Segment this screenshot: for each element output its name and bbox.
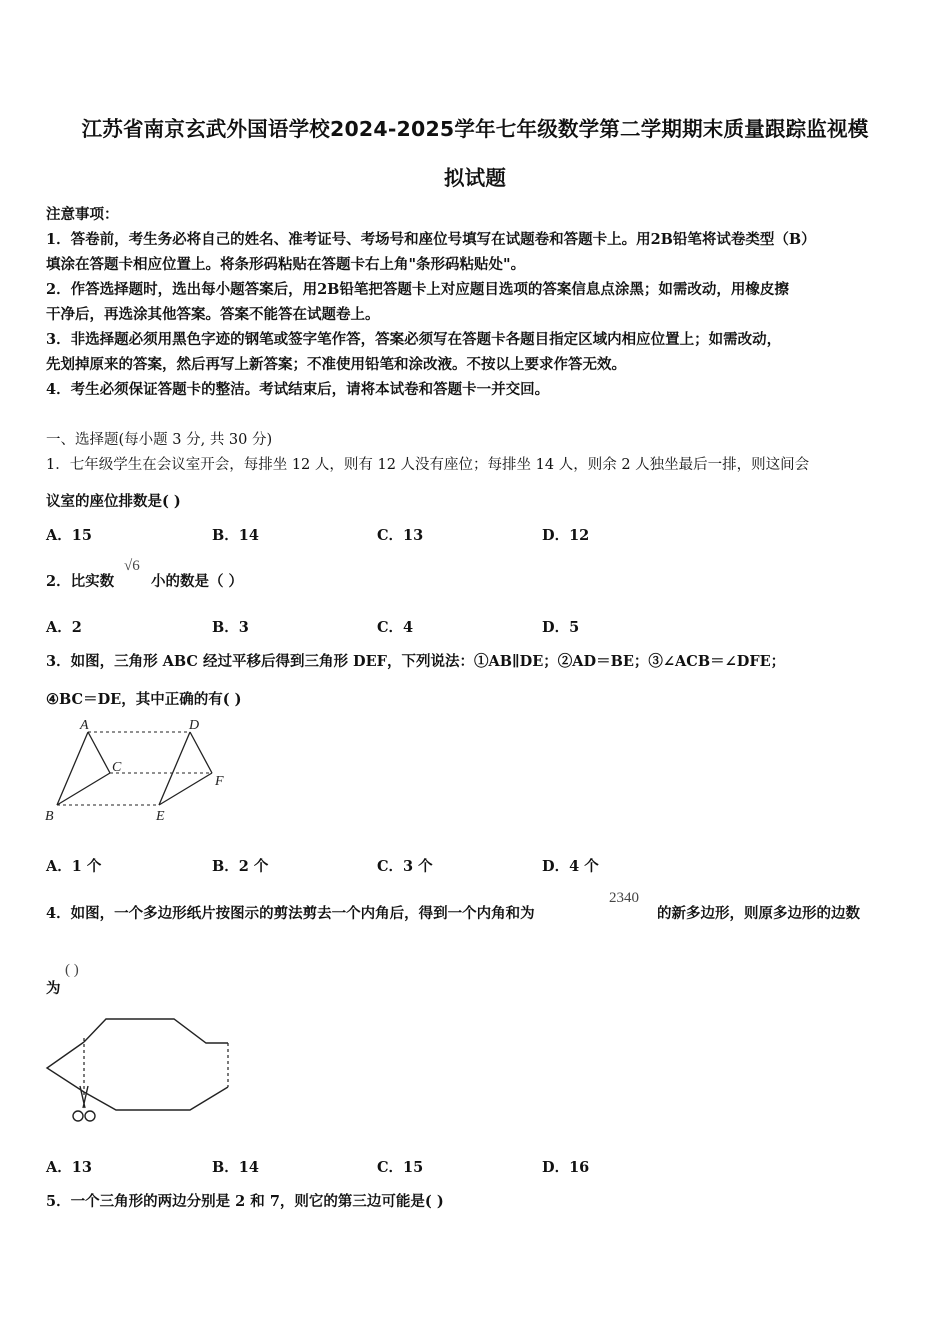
q4-option-a: A．13: [46, 1159, 92, 1176]
question-4-line-1-part-2: 的新多边形，则原多边形的边数: [657, 905, 860, 922]
note-2-line-1: 2．作答选择题时，选出每小题答案后，用2B铅笔把答题卡上对应题目选项的答案信息点涂黑；如需改动，用橡皮擦: [46, 281, 789, 298]
question-4-line-2: 为: [46, 980, 61, 997]
q2-option-d: D．5: [542, 619, 580, 636]
section-1-heading: 一、选择题(每小题 3 分, 共 30 分): [46, 432, 273, 448]
question-1-line-2: 议室的座位排数是( ): [46, 493, 181, 510]
q3-option-c: C．3 个: [377, 858, 433, 875]
question-1-line-1: 1．七年级学生在会议室开会，每排坐 12 人，则有 12 人没有座位；每排坐 14 人，则余 2 人独坐最后一排，则这间会: [46, 457, 810, 473]
segment-bc: [57, 773, 110, 805]
exam-title-line-2: 拟试题: [443, 166, 507, 190]
label-a: A: [80, 718, 89, 733]
q1-option-d: D．12: [542, 527, 590, 544]
q2-option-c: C．4: [377, 619, 414, 636]
note-3-line-2: 先划掉原来的答案，然后再写上新答案；不准使用铅笔和涂改液。不按以上要求作答无效。: [46, 356, 626, 373]
sqrt-6-expression: √6: [124, 558, 140, 574]
q4-option-c: C．15: [377, 1159, 424, 1176]
q2-option-b: B．3: [212, 619, 249, 636]
question-2-suffix: 小的数是（ ）: [151, 573, 244, 590]
label-f: F: [215, 774, 224, 789]
q1-option-c: C．13: [377, 527, 424, 544]
segment-ef: [159, 773, 212, 805]
polygon-outline: [84, 1019, 228, 1043]
question-3-line-2: ④BC＝DE，其中正确的有( ): [46, 691, 242, 708]
q2-option-a: A．2: [46, 619, 82, 636]
question-4-line-1-part-1: 4．如图，一个多边形纸片按图示的剪法剪去一个内角后，得到一个内角和为: [46, 905, 535, 922]
label-e: E: [156, 809, 165, 824]
translated-triangles-figure: [40, 712, 240, 827]
q3-option-d: D．4 个: [542, 858, 599, 875]
label-b: B: [45, 809, 54, 824]
note-4: 4．考生必须保证答题卡的整洁。考试结束后，请将本试卷和答题卡一并交回。: [46, 381, 550, 398]
note-2-line-2: 干净后，再选涂其他答案。答案不能答在试题卷上。: [46, 306, 380, 323]
label-d: D: [189, 718, 200, 733]
polygon-outline-bottom: [84, 1087, 228, 1110]
question-5-line-1: 5．一个三角形的两边分别是 2 和 7，则它的第三边可能是( ): [46, 1193, 444, 1210]
question-2-prefix: 2．比实数: [46, 573, 115, 590]
note-1-line-2: 填涂在答题卡相应位置上。将条形码粘贴在答题卡右上角"条形码粘贴处"。: [46, 256, 526, 273]
note-1-line-1: 1．答卷前，考生务必将自己的姓名、准考证号、考场号和座位号填写在试题卷和答题卡上。用2B铅笔将试卷类型（B）: [46, 231, 816, 248]
cut-corner: [47, 1042, 84, 1092]
notes-heading: 注意事项：: [46, 206, 119, 223]
segment-ac: [88, 732, 110, 773]
q1-option-b: B．14: [212, 527, 259, 544]
segment-de: [159, 732, 190, 805]
polygon-cut-figure: [40, 1012, 240, 1132]
q3-option-a: A．1 个: [46, 858, 102, 875]
question-3-line-1: 3．如图，三角形 ABC 经过平移后得到三角形 DEF，下列说法：①AB∥DE；②AD＝BE；③∠ACB＝∠DFE；: [46, 653, 786, 670]
q4-option-d: D．16: [542, 1159, 590, 1176]
segment-df: [190, 732, 212, 773]
label-c: C: [112, 760, 122, 775]
interior-angle-sum: 2340: [609, 890, 639, 906]
note-3-line-1: 3．非选择题必须用黑色字迹的钢笔或签字笔作答，答案必须写在答题卡各题目指定区域内相应位置上；如需改动，: [46, 331, 782, 348]
q3-option-b: B．2 个: [212, 858, 269, 875]
exam-title-line-1: 江苏省南京玄武外国语学校2024-2025学年七年级数学第二学期期末质量跟踪监视模: [81, 117, 869, 141]
answer-parenthesis: ( ): [65, 962, 79, 978]
segment-ab: [57, 732, 88, 805]
q1-option-a: A．15: [46, 527, 92, 544]
q4-option-b: B．14: [212, 1159, 259, 1176]
